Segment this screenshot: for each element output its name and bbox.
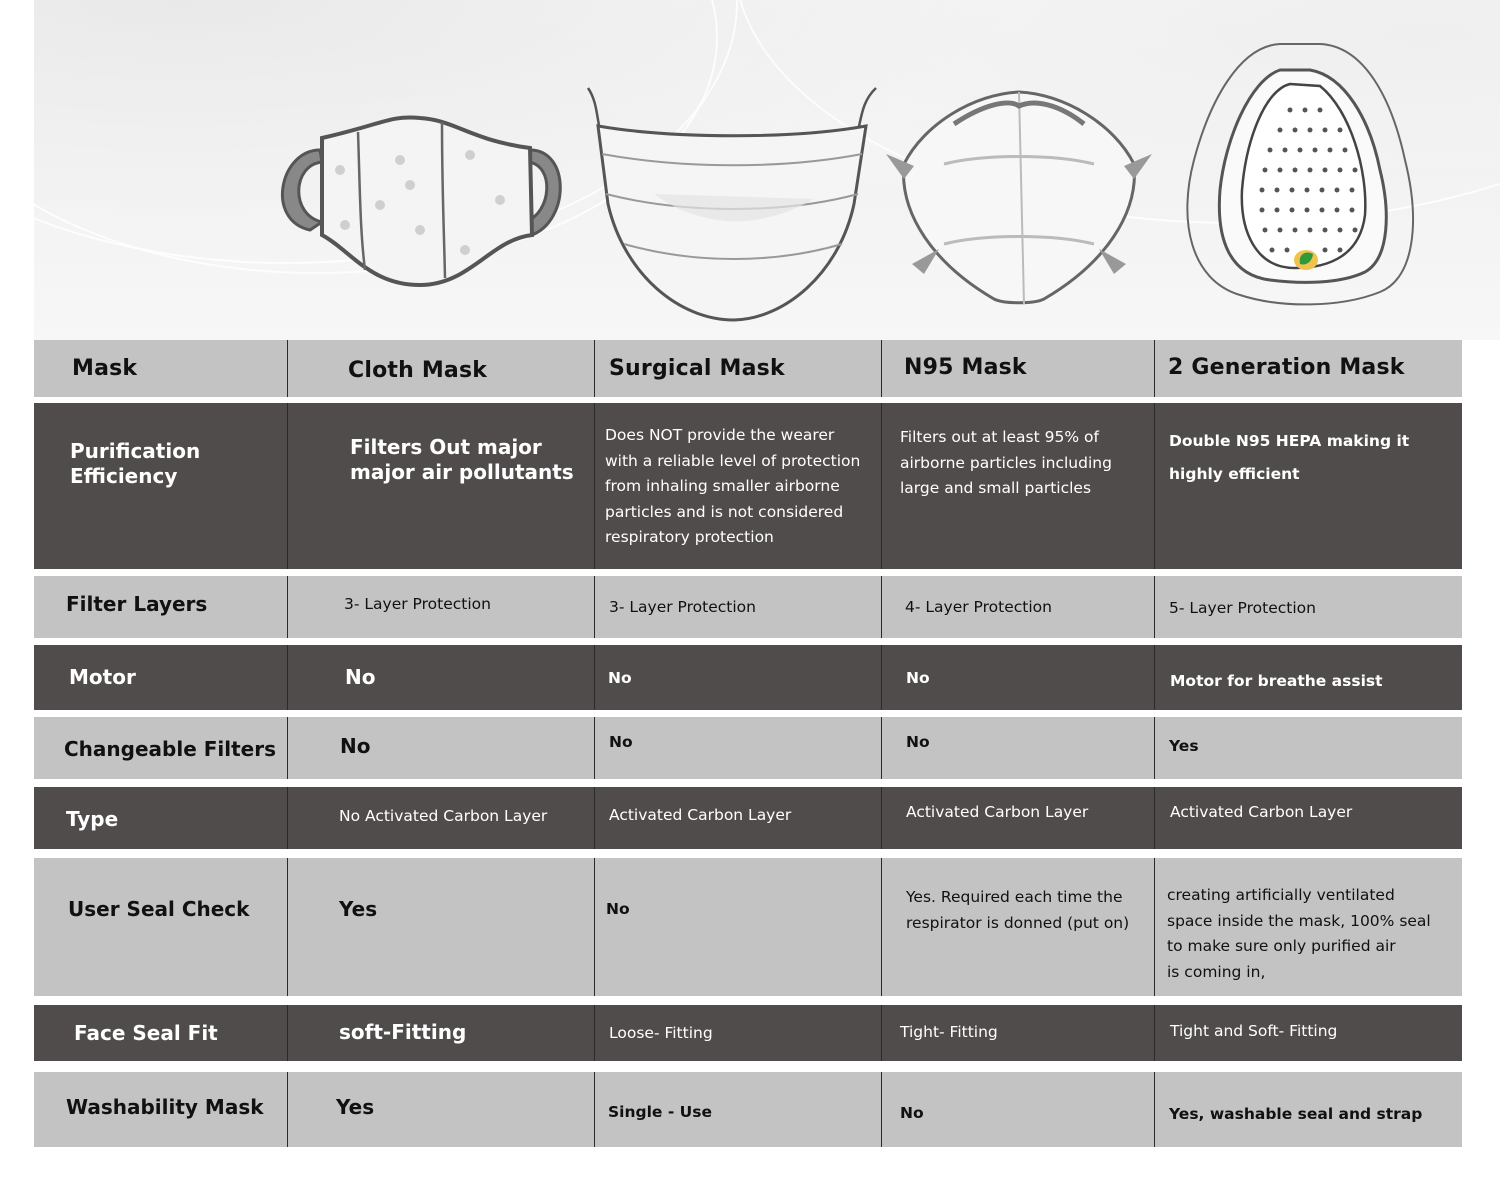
table-cell: No <box>595 858 882 996</box>
header-mask: Mask <box>34 340 288 397</box>
header-n95-mask: N95 Mask <box>882 340 1155 397</box>
table-cell: soft-Fitting <box>288 1005 595 1061</box>
table-cell: Yes <box>288 858 595 996</box>
table-cell: 4- Layer Protection <box>882 576 1155 638</box>
table-cell: Yes <box>1169 737 1199 755</box>
table-row <box>34 858 1462 996</box>
table-cell: Does NOT provide the wearer with a reliable level of protection from inhaling smaller airborne particles and is not considered respiratory protection <box>595 403 882 569</box>
table-row <box>34 1072 1462 1147</box>
table-cell: No <box>288 645 595 710</box>
row-label: Filter Layers <box>34 576 288 638</box>
row-label: Washability Mask <box>34 1072 288 1147</box>
row-label: User Seal Check <box>34 858 288 996</box>
table-cell: Loose- Fitting <box>595 1005 882 1061</box>
table-cell: Filters out at least 95% of airborne particles including large and small particles <box>882 403 1155 569</box>
generation-2-mask-illustration <box>1180 40 1420 320</box>
hero-illustration-banner <box>34 0 1500 340</box>
header-2-generation-mask: 2 Generation Mask <box>1168 355 1405 380</box>
surgical-mask-illustration <box>584 84 884 324</box>
table-row <box>34 576 1462 638</box>
table-cell: 3- Layer Protection <box>288 576 595 638</box>
table-cell: Motor for breathe assist <box>1170 672 1383 690</box>
table-cell: Activated Carbon Layer <box>882 787 1155 849</box>
table-cell: creating artificially ventilated space inside the mask, 100% seal to make sure only purified air is coming in, <box>1167 886 1431 981</box>
header-cloth-mask: Cloth Mask <box>288 340 595 397</box>
table-cell: 5- Layer Protection <box>1169 599 1316 617</box>
table-row <box>34 1005 1462 1061</box>
row-label: Changeable Filters <box>34 717 288 779</box>
cloth-mask-illustration <box>270 110 570 290</box>
table-cell: Yes, washable seal and strap <box>1169 1105 1423 1123</box>
table-cell: Activated Carbon Layer <box>1170 803 1353 821</box>
row-label: Type <box>34 787 288 849</box>
table-cell: Double N95 HEPA making it highly efficient <box>1169 432 1410 483</box>
row-label: Motor <box>34 645 288 710</box>
table-row <box>34 645 1462 710</box>
table-cell: 3- Layer Protection <box>595 576 882 638</box>
table-cell: No <box>882 1072 1155 1147</box>
table-cell: No <box>595 717 882 779</box>
table-cell: Yes. Required each time the respirator is donned (put on) <box>882 858 1155 996</box>
table-cell: Yes <box>288 1072 595 1147</box>
table-cell: Single - Use <box>595 1072 882 1147</box>
table-row <box>34 717 1462 779</box>
table-cell: No <box>595 645 882 710</box>
table-cell: Tight- Fitting <box>882 1005 1155 1061</box>
table-cell: No Activated Carbon Layer <box>288 787 595 849</box>
table-row <box>34 403 1462 569</box>
row-label: Purification Efficiency <box>34 403 288 569</box>
table-cell: Tight and Soft- Fitting <box>1170 1022 1338 1040</box>
table-header-row <box>34 340 1462 397</box>
table-row <box>34 787 1462 849</box>
header-surgical-mask: Surgical Mask <box>595 340 882 397</box>
table-cell: Filters Out major major air pollutants <box>288 403 595 569</box>
table-cell: No <box>882 717 1155 779</box>
table-cell: No <box>882 645 1155 710</box>
n95-mask-illustration <box>884 84 1154 309</box>
table-cell: Activated Carbon Layer <box>595 787 882 849</box>
table-cell: No <box>288 717 595 779</box>
row-label: Face Seal Fit <box>34 1005 288 1061</box>
